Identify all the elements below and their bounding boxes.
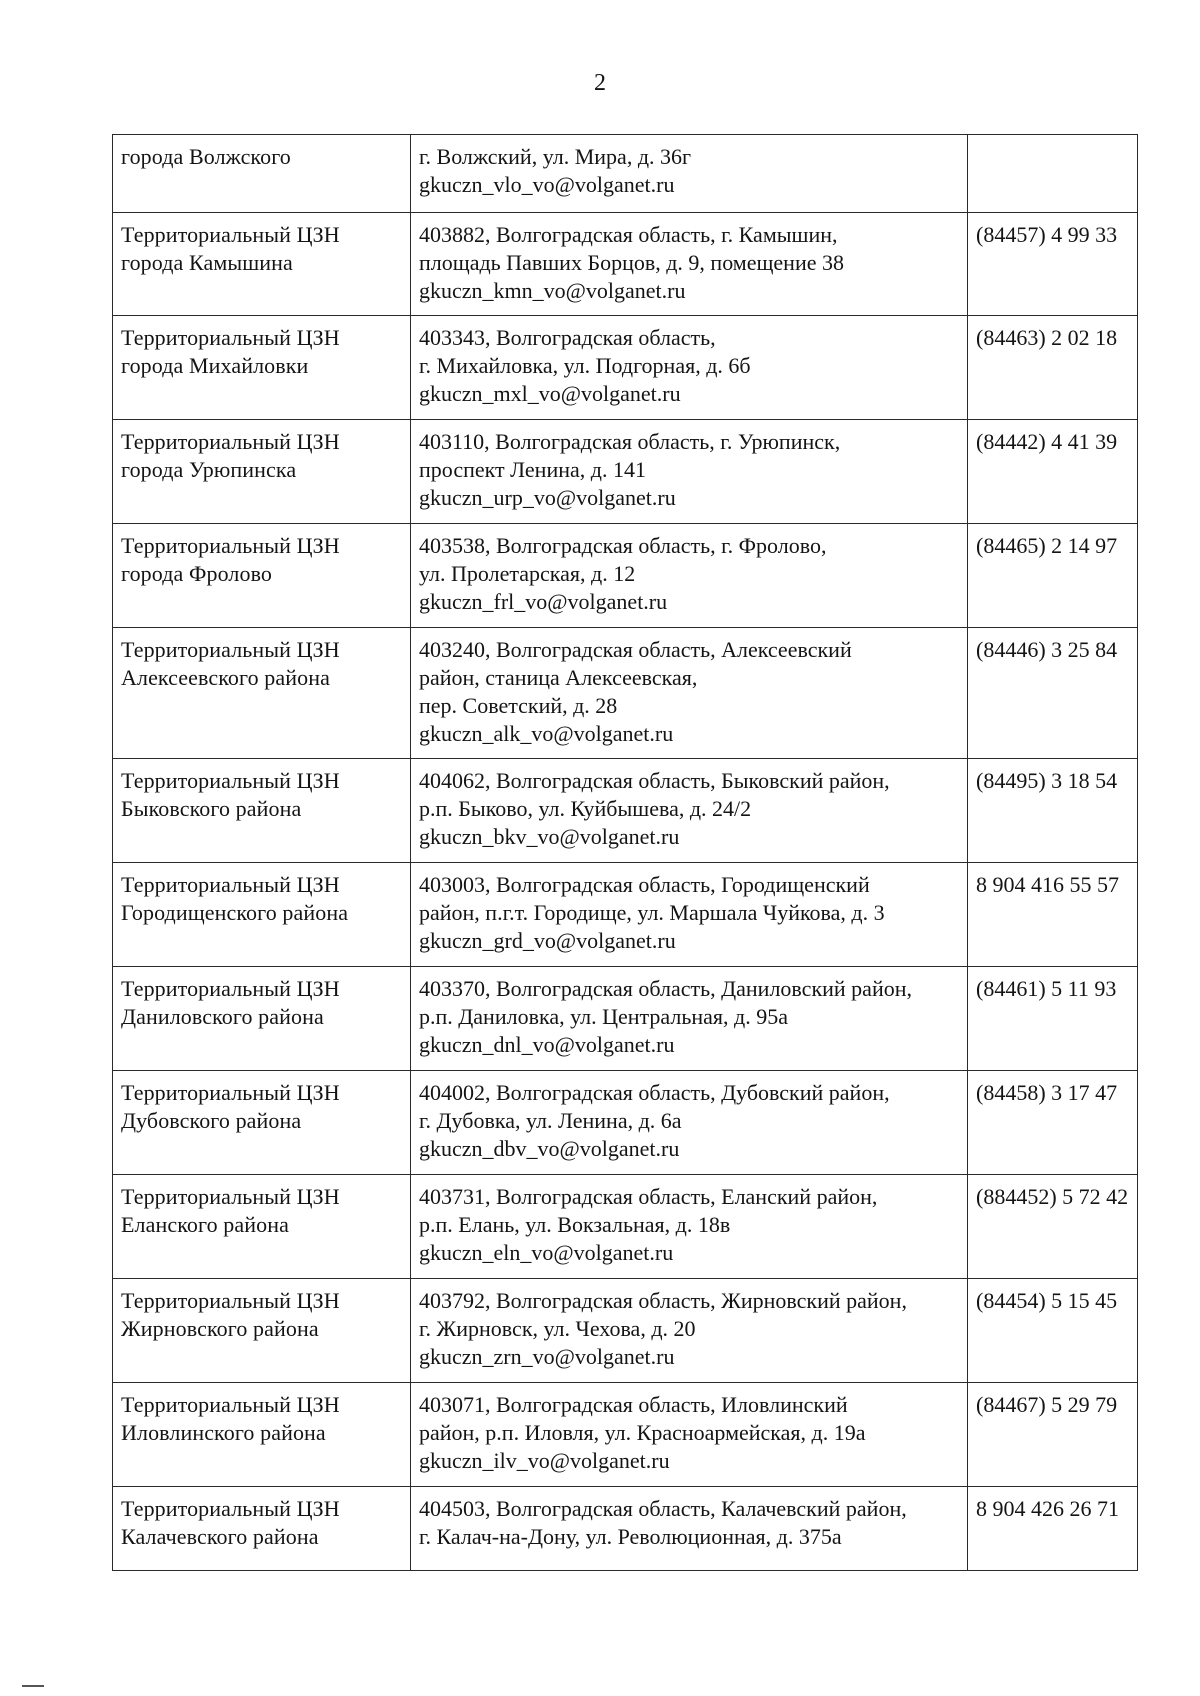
center-name-line: Территориальный ЦЗН [121,1496,340,1521]
table-row [113,863,1138,967]
table-row [113,524,1138,628]
email-address: gkuczn_urp_vo@volganet.ru [419,485,676,510]
address-cell [411,1279,968,1383]
center-name-line: Дубовского района [121,1108,302,1133]
address-line: г. Калач-на-Дону, ул. Революционная, д. 375а [419,1524,842,1549]
center-name-line: Территориальный ЦЗН [121,1392,340,1417]
page-number: 2 [594,70,606,96]
address-line: район, р.п. Иловля, ул. Красноармейская, д. 19а [419,1420,866,1445]
address-cell [411,967,968,1071]
table-row [113,1071,1138,1175]
address-line: г. Жирновск, ул. Чехова, д. 20 [419,1316,696,1341]
address-line: р.п. Елань, ул. Вокзальная, д. 18в [419,1212,731,1237]
phone-cell: (84461) 5 11 93 [968,967,1138,1071]
center-name-line: Территориальный ЦЗН [121,872,340,897]
phone-cell: 8 904 426 26 71 [968,1487,1138,1571]
address-cell [411,524,968,628]
center-name-cell [113,759,411,863]
address-line: 404062, Волгоградская область, Быковский район, [419,768,890,793]
phone-cell: (84495) 3 18 54 [968,759,1138,863]
center-name-cell [113,316,411,420]
center-name-cell [113,420,411,524]
address-line: площадь Павших Борцов, д. 9, помещение 38 [419,250,844,275]
address-line: 403003, Волгоградская область, Городищенский [419,872,870,897]
scan-edge-mark [22,1685,44,1687]
email-address: gkuczn_vlo_vo@volganet.ru [419,172,675,197]
phone-cell: 8 904 416 55 57 [968,863,1138,967]
address-line: ул. Пролетарская, д. 12 [419,561,636,586]
table-row [113,1383,1138,1487]
phone-cell: (884452) 5 72 42 [968,1175,1138,1279]
address-line: р.п. Быково, ул. Куйбышева, д. 24/2 [419,796,752,821]
address-line: г. Михайловка, ул. Подгорная, д. 6б [419,353,751,378]
center-name-cell [113,1487,411,1571]
center-name-line: города Урюпинска [121,457,297,482]
center-name-line: города Михайловки [121,353,309,378]
phone-cell: (84446) 3 25 84 [968,628,1138,759]
center-name-cell [113,135,411,213]
phone-cell: (84463) 2 02 18 [968,316,1138,420]
address-line: 404002, Волгоградская область, Дубовский район, [419,1080,890,1105]
center-name-line: Территориальный ЦЗН [121,1184,340,1209]
center-name-line: Даниловского района [121,1004,324,1029]
center-name-line: Территориальный ЦЗН [121,533,340,558]
address-line: 404503, Волгоградская область, Калачевский район, [419,1496,907,1521]
email-address: gkuczn_frl_vo@volganet.ru [419,589,668,614]
address-cell [411,1175,968,1279]
email-address: gkuczn_zrn_vo@volganet.ru [419,1344,675,1369]
address-line: 403882, Волгоградская область, г. Камышин, [419,222,838,247]
center-name-line: Быковского района [121,796,302,821]
center-name-cell [113,628,411,759]
address-line: 403071, Волгоградская область, Иловлинский [419,1392,848,1417]
table-body [113,135,1138,1571]
phone-cell: (84467) 5 29 79 [968,1383,1138,1487]
center-name-cell [113,1383,411,1487]
email-address: gkuczn_dnl_vo@volganet.ru [419,1032,675,1057]
address-line: район, п.г.т. Городище, ул. Маршала Чуйкова, д. 3 [419,900,885,925]
phone-cell [968,135,1138,213]
address-line: район, станица Алексеевская, [419,665,698,690]
address-cell [411,759,968,863]
table-row [113,759,1138,863]
table-row [113,967,1138,1071]
center-name-line: Жирновского района [121,1316,319,1341]
address-line: р.п. Даниловка, ул. Центральная, д. 95а [419,1004,788,1029]
center-name-line: Территориальный ЦЗН [121,1288,340,1313]
table-row [113,316,1138,420]
center-name-line: Территориальный ЦЗН [121,325,340,350]
center-name-line: Городищенского района [121,900,349,925]
address-cell [411,135,968,213]
email-address: gkuczn_eln_vo@volganet.ru [419,1240,674,1265]
table-row [113,1487,1138,1571]
table-row [113,213,1138,316]
phone-cell: (84465) 2 14 97 [968,524,1138,628]
address-line: 403343, Волгоградская область, [419,325,716,350]
center-name-line: Территориальный ЦЗН [121,429,340,454]
table-row [113,628,1138,759]
phone-cell: (84454) 5 15 45 [968,1279,1138,1383]
address-line: г. Волжский, ул. Мира, д. 36г [419,144,692,169]
address-line: 403240, Волгоградская область, Алексеевский [419,637,852,662]
email-address: gkuczn_kmn_vo@volganet.ru [419,278,686,303]
center-name-line: Территориальный ЦЗН [121,976,340,1001]
center-name-line: Калачевского района [121,1524,319,1549]
center-name-line: Территориальный ЦЗН [121,1080,340,1105]
center-name-cell [113,1071,411,1175]
address-cell [411,420,968,524]
employment-centers-table [112,134,1138,1571]
address-line: г. Дубовка, ул. Ленина, д. 6а [419,1108,682,1133]
email-address: gkuczn_grd_vo@volganet.ru [419,928,676,953]
address-line: 403538, Волгоградская область, г. Фролово, [419,533,827,558]
email-address: gkuczn_alk_vo@volganet.ru [419,721,674,746]
center-name-line: города Камышина [121,250,293,275]
center-name-cell [113,1279,411,1383]
center-name-line: Территориальный ЦЗН [121,222,340,247]
address-cell [411,1487,968,1571]
center-name-line: Территориальный ЦЗН [121,768,340,793]
table-row [113,420,1138,524]
center-name-cell [113,213,411,316]
phone-cell: (84458) 3 17 47 [968,1071,1138,1175]
table-row [113,1279,1138,1383]
email-address: gkuczn_ilv_vo@volganet.ru [419,1448,670,1473]
address-cell [411,316,968,420]
phone-cell: (84457) 4 99 33 [968,213,1138,316]
address-line: 403731, Волгоградская область, Еланский район, [419,1184,878,1209]
address-cell [411,863,968,967]
address-line: пер. Советский, д. 28 [419,693,618,718]
address-line: проспект Ленина, д. 141 [419,457,646,482]
address-cell [411,1071,968,1175]
email-address: gkuczn_dbv_vo@volganet.ru [419,1136,680,1161]
center-name-line: Территориальный ЦЗН [121,637,340,662]
email-address: gkuczn_bkv_vo@volganet.ru [419,824,680,849]
phone-cell: (84442) 4 41 39 [968,420,1138,524]
center-name-line: Алексеевского района [121,665,330,690]
center-name-cell [113,967,411,1071]
center-name-cell [113,863,411,967]
center-name-cell [113,1175,411,1279]
address-cell [411,628,968,759]
address-cell [411,1383,968,1487]
center-name-line: Иловлинского района [121,1420,326,1445]
center-name-line: города Фролово [121,561,273,586]
center-name-line: Еланского района [121,1212,289,1237]
center-name-cell [113,524,411,628]
center-name-line: города Волжского [121,144,291,169]
address-line: 403792, Волгоградская область, Жирновский район, [419,1288,907,1313]
address-cell [411,213,968,316]
address-line: 403370, Волгоградская область, Даниловский район, [419,976,912,1001]
address-line: 403110, Волгоградская область, г. Урюпинск, [419,429,841,454]
table-row [113,135,1138,213]
email-address: gkuczn_mxl_vo@volganet.ru [419,381,681,406]
table-row [113,1175,1138,1279]
